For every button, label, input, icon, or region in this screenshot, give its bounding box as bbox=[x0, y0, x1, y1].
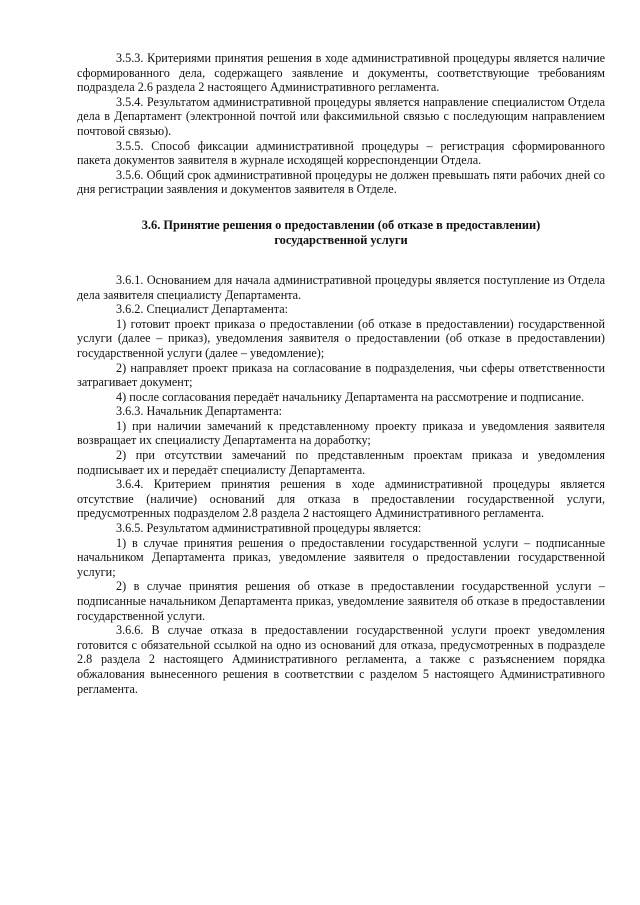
paragraph-3-6-2: 3.6.2. Специалист Департамента: bbox=[116, 302, 289, 317]
list-item: 2) в случае принятия решения об отказе в предоставлении государственной услуги – подписанные начальником Департамента приказ, уведомление заявителя об отказе в предоставлении государственной услуги. bbox=[77, 579, 605, 623]
list-item: 2) направляет проект приказа на согласование в подразделения, чьи сферы ответственности затрагивает документ; bbox=[77, 360, 605, 390]
paragraph-3-6-1: 3.6.1. Основанием для начала административной процедуры является поступление из Отдела дела заявителя специалисту Департамента. bbox=[77, 272, 605, 302]
list-item: 1) при наличии замечаний к представленному проекту приказа и уведомления заявителя возвращает их специалисту Департамента на доработку; bbox=[77, 418, 605, 448]
list-item: 4) после согласования передаёт начальнику Департамента на рассмотрение и подписание. bbox=[116, 389, 585, 404]
paragraph-3-5-4: 3.5.4. Результатом административной процедуры является направление специалистом Отдела дела в Департамент (электронной почтой или факсимильной связью с последующим направлением почтовой связью). bbox=[77, 94, 605, 138]
section-heading-3-6 bbox=[77, 218, 605, 248]
list-item: 1) в случае принятия решения о предоставлении государственной услуги – подписанные начальником Департамента приказ, уведомление заявителя о предоставлении государственной услуги; bbox=[77, 535, 605, 579]
document-body bbox=[77, 51, 605, 696]
paragraph-3-6-4: 3.6.4. Критерием принятия решения в ходе административной процедуры является отсутствие (наличие) оснований для отказа в предоставлении государственной услуги, предусмотренных подразделом 2.8 раздела 2 настоящего Административного регламента. bbox=[77, 477, 605, 521]
paragraph-3-6-5: 3.6.5. Результатом административной процедуры является: bbox=[116, 521, 422, 536]
list-item: 2) при отсутствии замечаний по представленным проектам приказа и уведомления подписывает их и передаёт специалисту Департамента. bbox=[77, 448, 605, 477]
section-heading-line-1: 3.6. Принятие решения о предоставлении (об отказе в предоставлении) bbox=[141, 217, 541, 232]
paragraph-3-6-6: 3.6.6. В случае отказа в предоставлении государственной услуги проект уведомления готовится с обязательной ссылкой на одно из оснований для отказа, предусмотренных в подразделе 2.8 раздела 2 настоящего Административного регламента, а также с разъяснением порядка обжалования вынесенного решения в соответствии с разделом 5 настоящего Административного регламента. bbox=[77, 623, 605, 696]
paragraph-3-6-3: 3.6.3. Начальник Департамента: bbox=[116, 404, 283, 419]
paragraph-3-5-6: 3.5.6. Общий срок административной процедуры не должен превышать пяти рабочих дней со дня регистрации заявления и документов заявителя в Отделе. bbox=[77, 167, 605, 197]
paragraph-3-5-5: 3.5.5. Способ фиксации административной процедуры – регистрация сформированного пакета документов заявителя в журнале исходящей корреспонденции Отдела. bbox=[77, 138, 605, 168]
section-heading-line-2: государственной услуги bbox=[274, 232, 408, 247]
list-item: 1) готовит проект приказа о предоставлении (об отказе в предоставлении) государственной услуги (далее – приказ), уведомления заявителя о предоставлении (об отказе в предоставлении) государственной услуги (далее – уведомление); bbox=[77, 316, 605, 360]
paragraph-3-5-3: 3.5.3. Критериями принятия решения в ходе административной процедуры является наличие сформированного дела, содержащего заявление и документы, соответствующие требованиям подраздела 2.6 раздела 2 настоящего Административного регламента. bbox=[77, 51, 605, 95]
